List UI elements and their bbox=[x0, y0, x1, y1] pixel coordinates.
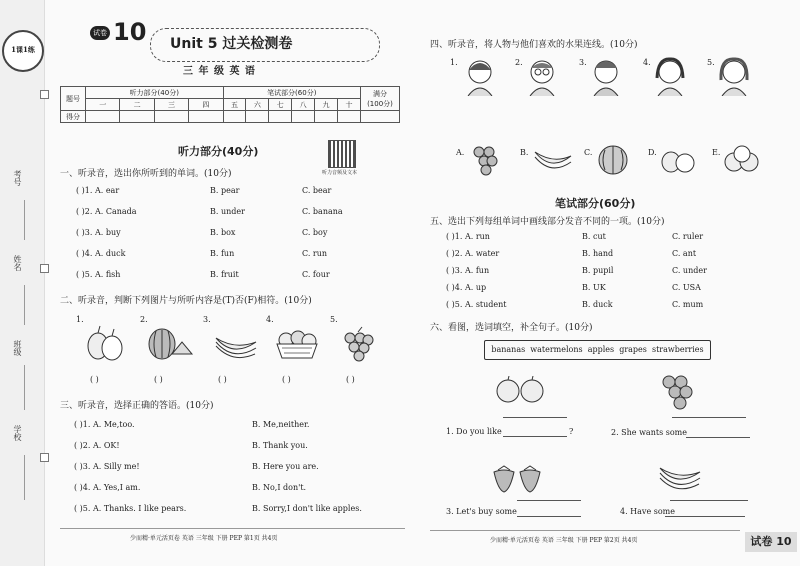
page-subtitle: 三 年 级 英 语 bbox=[183, 66, 256, 77]
score-cell[interactable] bbox=[223, 111, 246, 123]
grapes-picture bbox=[340, 326, 376, 364]
answer-line[interactable] bbox=[503, 436, 567, 437]
child-1-picture bbox=[462, 56, 498, 96]
score-table-col: 八 bbox=[292, 99, 315, 111]
answer-line[interactable] bbox=[517, 516, 581, 517]
q2-answer-blank[interactable]: ( ) bbox=[90, 375, 99, 384]
q5-option-c[interactable]: C. under bbox=[672, 266, 707, 275]
score-table-written-header: 笔试部分(60分) bbox=[223, 87, 361, 99]
q4-person-number: 5. bbox=[707, 58, 715, 67]
q4-fruit-letter: B. bbox=[520, 148, 529, 157]
q5-option-a[interactable]: ( )3. A. fun bbox=[446, 266, 490, 275]
question-5-title: 五、选出下列每组单词中画线部分发音不同的一项。(10分) bbox=[430, 217, 665, 227]
pears-picture bbox=[84, 322, 126, 362]
q6-sentence-4: 4. Have some bbox=[620, 507, 675, 516]
bananas-picture bbox=[657, 462, 703, 490]
q3-row bbox=[74, 420, 404, 441]
q3-options bbox=[74, 420, 404, 525]
q2-answer-blank[interactable]: ( ) bbox=[218, 375, 227, 384]
listening-section-title: 听力部分(40分) bbox=[178, 145, 259, 158]
q1-row bbox=[76, 270, 406, 291]
child-4-picture bbox=[652, 56, 688, 96]
score-table-col: 四 bbox=[189, 99, 223, 111]
q5-option-b[interactable]: B. pupil bbox=[582, 266, 614, 275]
margin-dot bbox=[40, 453, 49, 462]
exam-badge-footer bbox=[745, 532, 797, 552]
apples-picture bbox=[722, 144, 762, 176]
q4-person-number: 3. bbox=[579, 58, 587, 67]
score-cell[interactable] bbox=[154, 111, 188, 123]
q3-option-a[interactable]: ( )5. A. Thanks. I like pears. bbox=[74, 504, 187, 513]
q3-row bbox=[74, 441, 404, 462]
q2-label: 4. bbox=[266, 315, 274, 324]
q5-row bbox=[446, 300, 776, 317]
margin-label-class: 班级 bbox=[13, 340, 22, 356]
written-section-title: 笔试部分(60分) bbox=[555, 197, 636, 210]
q5-option-b[interactable]: B. hand bbox=[582, 249, 614, 258]
grapes-picture bbox=[470, 142, 500, 178]
answer-line[interactable] bbox=[503, 417, 567, 418]
score-cell[interactable] bbox=[86, 111, 120, 123]
q5-option-a[interactable]: ( )1. A. run bbox=[446, 232, 490, 241]
score-table bbox=[60, 86, 400, 123]
q1-option-c[interactable]: C. boy bbox=[302, 228, 328, 237]
q5-option-b[interactable]: B. duck bbox=[582, 300, 613, 309]
q1-option-a[interactable]: ( )5. A. fish bbox=[76, 270, 121, 279]
q2-answer-blank[interactable]: ( ) bbox=[154, 375, 163, 384]
q5-option-c[interactable]: C. ant bbox=[672, 249, 697, 258]
q5-row bbox=[446, 266, 776, 283]
margin-blank-line bbox=[24, 365, 25, 410]
q1-option-b[interactable]: B. box bbox=[210, 228, 236, 237]
question-2-title: 二、听录音，判断下列图片与所听内容是(T)否(F)相符。(10分) bbox=[60, 296, 312, 306]
q4-person-number: 4. bbox=[643, 58, 651, 67]
q3-option-a[interactable]: ( )4. A. Yes,I am. bbox=[74, 483, 141, 492]
margin-label-exam-number: 考号 bbox=[13, 170, 22, 186]
q1-row bbox=[76, 249, 406, 270]
q1-option-a[interactable]: ( )1. A. ear bbox=[76, 186, 120, 195]
answer-line[interactable] bbox=[665, 516, 745, 517]
margin-blank-line bbox=[24, 285, 25, 325]
q1-option-b[interactable]: B. fun bbox=[210, 249, 235, 258]
margin-dot bbox=[40, 264, 49, 273]
q4-fruit-letter: D. bbox=[648, 148, 657, 157]
q3-option-a[interactable]: ( )3. A. Silly me! bbox=[74, 462, 140, 471]
q3-row bbox=[74, 462, 404, 483]
q2-label: 2. bbox=[140, 315, 148, 324]
q3-option-b[interactable]: B. Me,neither. bbox=[252, 420, 310, 429]
q6-sentence-2: 2. She wants some bbox=[611, 428, 687, 437]
exam-badge bbox=[90, 26, 110, 40]
child-5-picture bbox=[716, 56, 752, 96]
q1-option-b[interactable]: B. pear bbox=[210, 186, 240, 195]
q4-person-number: 2. bbox=[515, 58, 523, 67]
margin-label-school: 学校 bbox=[13, 425, 22, 441]
q3-row bbox=[74, 504, 404, 525]
question-3-title: 三、听录音，选择正确的答语。(10分) bbox=[60, 401, 214, 411]
margin-blank-line bbox=[24, 200, 25, 240]
question-1-title: 一、听录音，选出你所听到的单词。(10分) bbox=[60, 169, 232, 179]
q4-person-number: 1. bbox=[450, 58, 458, 67]
word-bank bbox=[484, 340, 711, 360]
q6-sentence-1: 1. Do you like bbox=[446, 427, 502, 436]
score-table-total: 满分 (100分) bbox=[361, 87, 400, 111]
score-table-col: 九 bbox=[315, 99, 338, 111]
q5-row bbox=[446, 249, 776, 266]
q3-row bbox=[74, 483, 404, 504]
margin-dot bbox=[40, 90, 49, 99]
q5-option-a[interactable]: ( )4. A. up bbox=[446, 283, 487, 292]
score-cell[interactable] bbox=[361, 111, 400, 123]
q3-option-b[interactable]: B. Here you are. bbox=[252, 462, 319, 471]
badge-label: 试卷 bbox=[93, 29, 107, 37]
q5-row bbox=[446, 283, 776, 300]
q1-option-a[interactable]: ( )2. A. Canada bbox=[76, 207, 137, 216]
bananas-picture bbox=[533, 146, 573, 174]
watermelon-picture bbox=[146, 326, 194, 362]
right-footer-rule bbox=[430, 530, 740, 531]
score-table-col: 七 bbox=[269, 99, 292, 111]
footer-badge-label: 试卷 10 bbox=[750, 535, 792, 548]
fruit-basket-picture bbox=[274, 328, 320, 360]
score-table-col: 一 bbox=[86, 99, 120, 111]
child-2-picture bbox=[524, 56, 560, 96]
q4-fruit-letter: E. bbox=[712, 148, 721, 157]
watermelon-picture bbox=[596, 144, 630, 176]
q3-option-a[interactable]: ( )2. A. OK! bbox=[74, 441, 120, 450]
exam-number: 10 bbox=[113, 18, 147, 46]
q3-option-a[interactable]: ( )1. A. Me,too. bbox=[74, 420, 135, 429]
grapes-picture bbox=[660, 372, 694, 414]
word-bank-text: bananas watermelons apples grapes strawberries bbox=[491, 345, 704, 354]
q1-option-c[interactable]: C. bear bbox=[302, 186, 332, 195]
q5-options bbox=[446, 232, 776, 317]
q2-label: 1. bbox=[76, 315, 84, 324]
score-table-listening-header: 听力部分(40分) bbox=[86, 87, 224, 99]
q3-option-b[interactable]: B. Sorry,I don't like apples. bbox=[252, 504, 362, 513]
pears-picture bbox=[660, 146, 696, 174]
q4-fruit-letter: A. bbox=[456, 148, 465, 157]
question-6-title: 六、看图，选词填空，补全句子。(10分) bbox=[430, 323, 593, 333]
q5-option-a[interactable]: ( )5. A. student bbox=[446, 300, 507, 309]
score-cell[interactable] bbox=[120, 111, 154, 123]
margin-label-name: 姓名 bbox=[13, 255, 22, 271]
score-table-row-label: 得分 bbox=[61, 111, 86, 123]
q2-answer-blank[interactable]: ( ) bbox=[282, 375, 291, 384]
score-cell[interactable] bbox=[337, 111, 360, 123]
answer-line[interactable] bbox=[517, 500, 581, 501]
child-3-picture bbox=[588, 56, 624, 96]
score-table-col: 十 bbox=[337, 99, 360, 111]
q2-label: 5. bbox=[330, 315, 338, 324]
q1-row bbox=[76, 228, 406, 249]
q1-row bbox=[76, 207, 406, 228]
q1-option-c[interactable]: C. four bbox=[302, 270, 330, 279]
q2-label: 3. bbox=[203, 315, 211, 324]
left-footer: 少而精·单元活页卷 英语 三年级 下册 PEP 第1页 共4页 bbox=[130, 535, 278, 542]
q6-sentence-1-end: ? bbox=[569, 427, 574, 436]
score-cell[interactable] bbox=[292, 111, 315, 123]
answer-line[interactable] bbox=[686, 437, 750, 438]
answer-line[interactable] bbox=[672, 417, 746, 418]
score-table-col: 二 bbox=[120, 99, 154, 111]
q1-option-b[interactable]: B. under bbox=[210, 207, 245, 216]
q1-option-c[interactable]: C. run bbox=[302, 249, 328, 258]
q6-sentence-3: 3. Let's buy some bbox=[446, 507, 517, 516]
page-title: Unit 5 过关检测卷 bbox=[170, 36, 293, 52]
binding-margin bbox=[0, 0, 45, 566]
score-cell[interactable] bbox=[246, 111, 269, 123]
logo-text: 1课1练 bbox=[11, 45, 35, 54]
q5-option-c[interactable]: C. ruler bbox=[672, 232, 704, 241]
score-cell[interactable] bbox=[315, 111, 338, 123]
q4-fruit-letter: C. bbox=[584, 148, 593, 157]
answer-line[interactable] bbox=[670, 500, 748, 501]
strawberries-picture bbox=[490, 464, 550, 494]
left-footer-rule bbox=[60, 528, 405, 529]
qr-caption: 听力音频及文本 bbox=[322, 170, 358, 176]
score-table-col: 六 bbox=[246, 99, 269, 111]
bananas-picture bbox=[213, 330, 259, 360]
score-table-row-label: 题号 bbox=[61, 87, 86, 111]
score-table-col: 五 bbox=[223, 99, 246, 111]
q1-row bbox=[76, 186, 406, 207]
brand-logo bbox=[2, 30, 44, 72]
q1-option-a[interactable]: ( )3. A. buy bbox=[76, 228, 121, 237]
q1-option-c[interactable]: C. banana bbox=[302, 207, 343, 216]
qr-code-icon[interactable] bbox=[328, 140, 356, 168]
right-footer: 少而精·单元活页卷 英语 三年级 下册 PEP 第2页 共4页 bbox=[490, 537, 638, 544]
q5-option-c[interactable]: C. mum bbox=[672, 300, 704, 309]
margin-blank-line bbox=[24, 455, 25, 500]
q3-option-b[interactable]: B. No,I don't. bbox=[252, 483, 307, 492]
q1-option-b[interactable]: B. fruit bbox=[210, 270, 239, 279]
q5-row bbox=[446, 232, 776, 249]
q2-answer-blank[interactable]: ( ) bbox=[346, 375, 355, 384]
score-table-col: 三 bbox=[154, 99, 188, 111]
q5-option-a[interactable]: ( )2. A. water bbox=[446, 249, 500, 258]
q1-option-a[interactable]: ( )4. A. duck bbox=[76, 249, 126, 258]
q1-options bbox=[76, 186, 406, 291]
q3-option-b[interactable]: B. Thank you. bbox=[252, 441, 308, 450]
question-4-title: 四、听录音，将人物与他们喜欢的水果连线。(10分) bbox=[430, 40, 638, 50]
score-cell[interactable] bbox=[269, 111, 292, 123]
q5-option-b[interactable]: B. UK bbox=[582, 283, 606, 292]
q5-option-b[interactable]: B. cut bbox=[582, 232, 606, 241]
apples-picture bbox=[494, 376, 548, 404]
q5-option-c[interactable]: C. USA bbox=[672, 283, 701, 292]
score-cell[interactable] bbox=[189, 111, 223, 123]
